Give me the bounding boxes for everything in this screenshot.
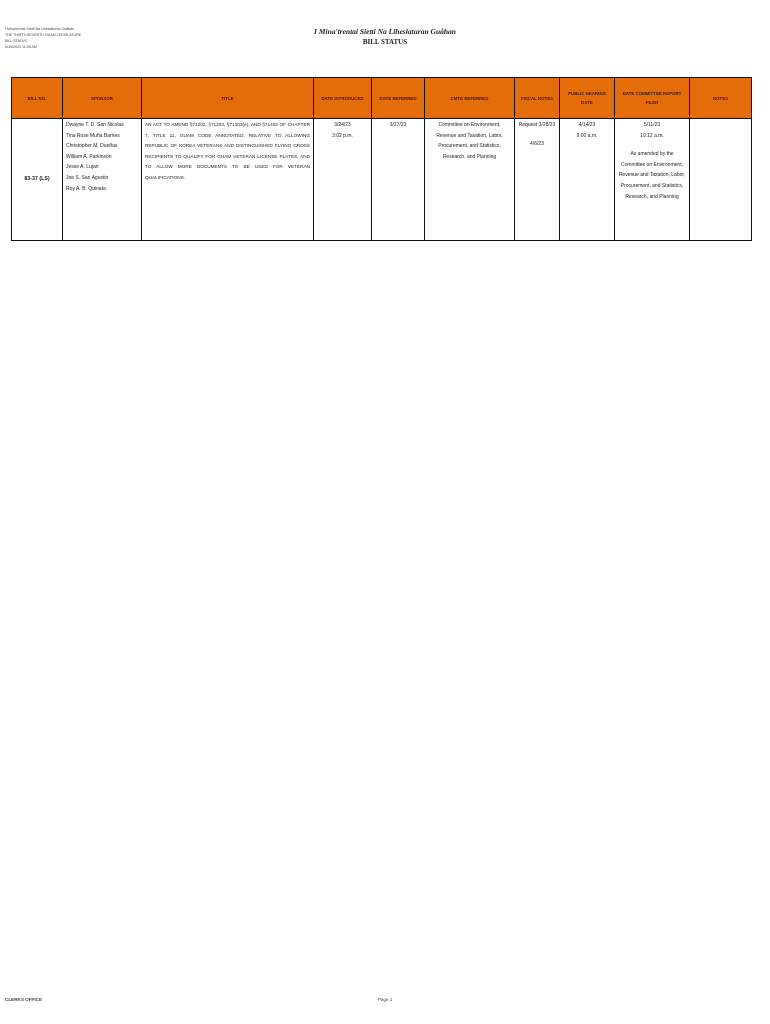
header-meta: [5, 26, 81, 50]
committee-report: [615, 119, 690, 241]
fiscal-request: Request 3/28/23: [518, 122, 556, 128]
hearing-time: 9:00 a.m.: [576, 132, 598, 139]
table-header-row: [12, 78, 752, 119]
sponsor: Roy A. B. Quinata: [66, 185, 106, 192]
meta-line-2: THE THIRTY-SEVENTH GUAM LEGISLATURE: [5, 33, 82, 37]
page-title: [260, 26, 510, 48]
col-bill-no: BILL NO.: [12, 78, 63, 119]
sponsor: Joe S. San Agustin: [66, 174, 109, 181]
legislature-title: I Mina'trentai Sietti Na Liheslaturan Guåhan: [314, 27, 456, 36]
date-referred: 3/27/23: [372, 119, 425, 241]
hearing-date: 4/14/23: [578, 122, 596, 128]
report-note: As amended by the Committee on Environment, Revenue and Taxation, Labor, Procurement, and Statistics, Research, and Planning: [618, 151, 686, 200]
col-fiscal-notes: FISCAL NOTES: [515, 78, 560, 119]
bill-title: AN ACT TO AMEND §71202, §71203, §71303(e), AND §71402 OF CHAPTER 7, TITLE 11, GUAM CODE ANNOTATED, RELATIVE TO ALLOWING REPUBLIC OF KOREA VETERANS AND DISTINGUISHED FLYING CROSS RECIPIENTS TO QUALIFY FOR GUAM VETERAN LICENSE PLATES, AND TO ALLOW MORE DOCUMENTS TO BE USED FOR VETERAN QUALIFICATIONS.: [142, 119, 314, 241]
col-committee-report: DATE COMMITTEE REPORT FILED: [615, 78, 690, 119]
meta-line-1: I Mina'trentai Sietti Na Liheslaturan Guåhan: [5, 27, 75, 31]
report-time: 10:12 a.m.: [640, 132, 664, 139]
bill-status-table: [11, 77, 752, 241]
sponsor-list: [63, 119, 142, 241]
sponsor: Tina Rose Muña Barnes: [66, 132, 120, 139]
date-introduced: [314, 119, 372, 241]
table-row: [12, 119, 752, 241]
fiscal-notes: [515, 119, 560, 241]
meta-line-3: BILL STATUS: [5, 39, 27, 43]
col-notes: NOTES: [690, 78, 752, 119]
public-hearing: [560, 119, 615, 241]
sponsor: William A. Parkinson: [66, 153, 112, 160]
fiscal-received: 4/6/23: [530, 140, 544, 147]
intro-time: 3:02 p.m.: [332, 132, 353, 139]
col-date-referred: DATE REFERRED: [372, 78, 425, 119]
col-sponsor: SPONSOR: [63, 78, 142, 119]
notes-cell: [690, 119, 752, 241]
page-number: Page 1: [377, 997, 393, 1002]
sponsor: Dwayne T. D. San Nicolas: [66, 122, 124, 128]
footer-office: CLERKS OFFICE: [5, 997, 43, 1002]
sponsor: Christopher M. Dueñas: [66, 143, 118, 150]
bill-number: 83-37 (LS): [12, 119, 63, 241]
col-cmte-referred: CMTE REFERRED: [425, 78, 515, 119]
intro-date: 3/24/23: [334, 122, 351, 128]
meta-line-4: 5/15/2023 11:05 AM: [5, 45, 37, 49]
bill-status-title: BILL STATUS: [362, 38, 408, 46]
committee-referred: Committee on Environment, Revenue and Taxation, Labor, Procurement, and Statistics, Research, and Planning: [425, 119, 515, 241]
col-public-hearing: PUBLIC HEARING DATE: [560, 78, 615, 119]
sponsor: Jesse A. Lujan: [66, 164, 99, 171]
col-date-introduced: DATE INTRODUCED: [314, 78, 372, 119]
report-date: 5/11/23: [643, 122, 661, 128]
col-title: TITLE: [142, 78, 314, 119]
